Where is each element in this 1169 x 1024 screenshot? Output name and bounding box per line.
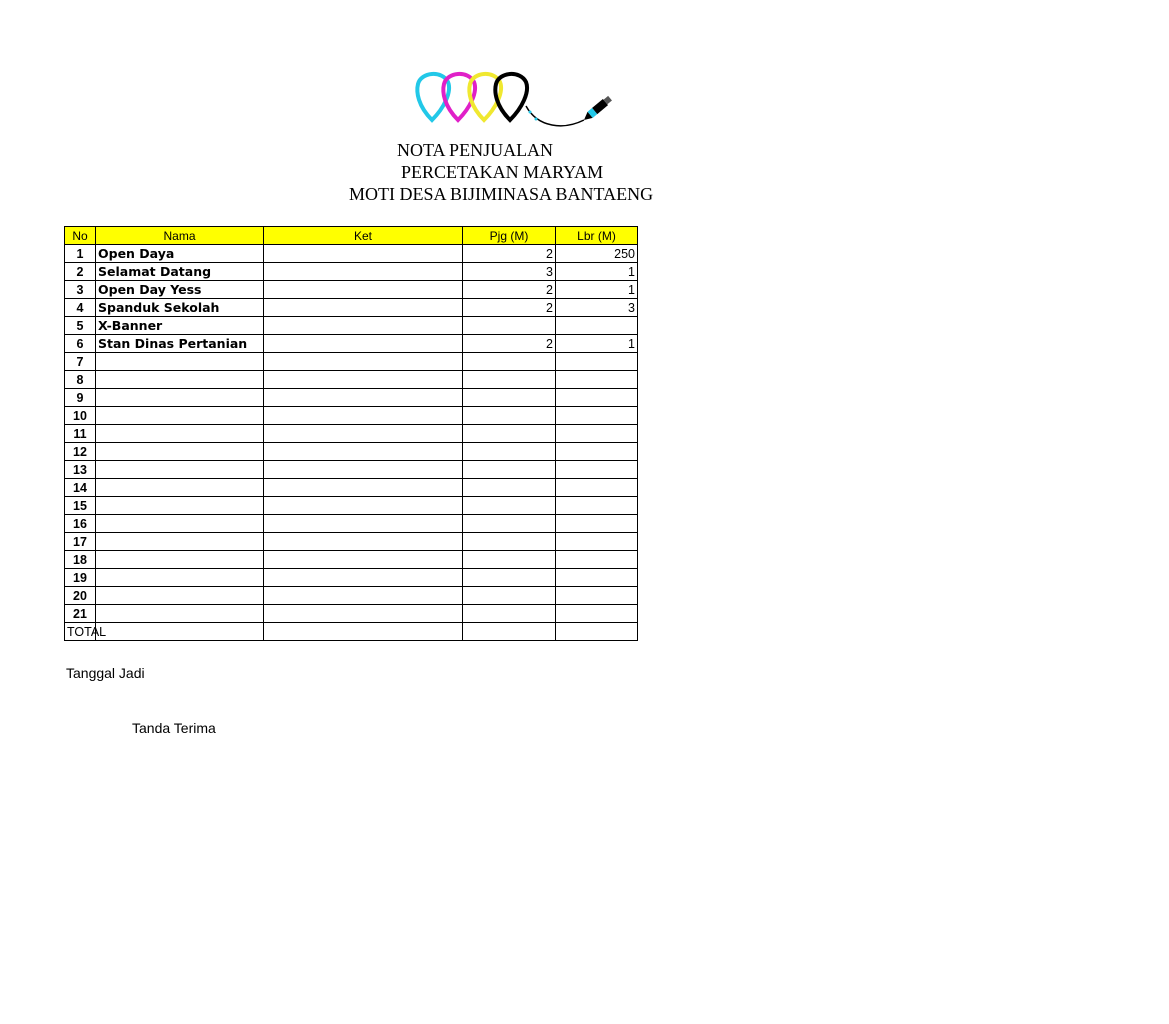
cell-pjg [463,461,556,479]
cell-lbr [556,605,638,623]
cell-no: 5 [65,317,96,335]
cell-lbr [556,407,638,425]
total-label: TOTAL [65,623,96,641]
cell-no: 3 [65,281,96,299]
cell-nama [96,479,264,497]
cell-nama [96,497,264,515]
cell-pjg [463,497,556,515]
cell-ket [264,515,463,533]
col-header-pjg: Pjg (M) [463,227,556,245]
title-line-2: PERCETAKAN MARYAM [401,162,604,182]
cell-ket [264,281,463,299]
table-row [65,299,638,317]
total-cell [264,623,463,641]
tanda-terima-label: Tanda Terima [132,720,216,736]
cell-nama [96,569,264,587]
cell-no: 2 [65,263,96,281]
cell-no: 19 [65,569,96,587]
cell-nama [96,515,264,533]
table-row [65,461,638,479]
col-header-ket: Ket [264,227,463,245]
table-row [65,587,638,605]
total-row [65,623,638,641]
cell-ket [264,317,463,335]
cell-no: 4 [65,299,96,317]
cell-pjg [463,407,556,425]
cell-pjg [463,569,556,587]
cell-pjg: 2 [463,335,556,353]
cell-pjg: 2 [463,245,556,263]
col-header-no: No [65,227,96,245]
cell-nama [96,425,264,443]
cell-ket [264,533,463,551]
cell-nama: Spanduk Sekolah [96,299,264,317]
cell-lbr [556,389,638,407]
cell-no: 17 [65,533,96,551]
cell-no: 13 [65,461,96,479]
cell-lbr [556,353,638,371]
table-row [65,389,638,407]
cell-lbr [556,317,638,335]
cell-nama [96,443,264,461]
cell-no: 18 [65,551,96,569]
cell-nama [96,407,264,425]
cell-pjg [463,371,556,389]
cell-ket [264,551,463,569]
cell-ket [264,371,463,389]
table-row [65,551,638,569]
cell-lbr [556,371,638,389]
cell-pjg [463,605,556,623]
cell-pjg: 2 [463,299,556,317]
cell-lbr: 1 [556,281,638,299]
cell-lbr [556,551,638,569]
cell-nama [96,551,264,569]
cell-pjg [463,587,556,605]
cell-no: 14 [65,479,96,497]
table-row [65,281,638,299]
cell-no: 7 [65,353,96,371]
cell-ket [264,461,463,479]
table-row [65,317,638,335]
table-row [65,263,638,281]
cell-lbr [556,443,638,461]
title-line-3-text: MOTI DESA BIJIMINASA BANTAENG [349,184,654,204]
cell-ket [264,605,463,623]
cell-lbr: 1 [556,335,638,353]
cell-no: 16 [65,515,96,533]
cell-no: 6 [65,335,96,353]
cell-no: 21 [65,605,96,623]
cell-pjg [463,479,556,497]
cell-no: 9 [65,389,96,407]
cell-no: 10 [65,407,96,425]
total-cell [556,623,638,641]
cell-lbr [556,515,638,533]
col-header-nama: Nama [96,227,264,245]
table-row [65,425,638,443]
cell-nama: X-Banner [96,317,264,335]
cell-lbr [556,533,638,551]
cell-nama [96,389,264,407]
cell-ket [264,245,463,263]
cell-lbr [556,587,638,605]
cell-nama [96,587,264,605]
cell-lbr: 1 [556,263,638,281]
table-row [65,515,638,533]
cell-pjg [463,533,556,551]
cell-ket [264,497,463,515]
table-row [65,569,638,587]
cell-no: 11 [65,425,96,443]
cell-pjg [463,353,556,371]
total-cell [96,623,264,641]
cell-ket [264,407,463,425]
cell-no: 1 [65,245,96,263]
cell-pjg: 2 [463,281,556,299]
cell-ket [264,569,463,587]
cell-ket [264,335,463,353]
cell-lbr [556,497,638,515]
table-row [65,443,638,461]
cell-nama [96,371,264,389]
table-row [65,335,638,353]
cell-nama: Stan Dinas Pertanian [96,335,264,353]
total-cell [463,623,556,641]
cell-ket [264,299,463,317]
cell-nama [96,533,264,551]
cell-pjg [463,515,556,533]
table-header-row [65,227,638,245]
cell-ket [264,479,463,497]
cell-lbr [556,461,638,479]
cell-ket [264,389,463,407]
table-row [65,533,638,551]
cell-no: 15 [65,497,96,515]
table-row [65,605,638,623]
cell-lbr [556,425,638,443]
cell-lbr [556,569,638,587]
cell-ket [264,353,463,371]
cell-nama: Open Day Yess [96,281,264,299]
table-row [65,371,638,389]
cell-nama [96,461,264,479]
cell-ket [264,587,463,605]
cell-no: 12 [65,443,96,461]
cell-ket [264,425,463,443]
cell-pjg [463,443,556,461]
cell-ket [264,263,463,281]
cell-pjg [463,551,556,569]
table-row [65,407,638,425]
table-row [65,479,638,497]
cell-nama: Selamat Datang [96,263,264,281]
cell-lbr: 250 [556,245,638,263]
cell-nama [96,605,264,623]
sales-table [64,226,638,641]
table-row [65,353,638,371]
title-line-1: NOTA PENJUALAN [397,140,554,160]
tanggal-jadi-label: Tanggal Jadi [66,665,145,681]
cell-no: 20 [65,587,96,605]
col-header-lbr: Lbr (M) [556,227,638,245]
cell-nama [96,353,264,371]
cell-pjg [463,425,556,443]
table-row [65,245,638,263]
cell-pjg: 3 [463,263,556,281]
table-row [65,497,638,515]
cell-nama: Open Daya [96,245,264,263]
cell-ket [264,443,463,461]
cell-pjg [463,389,556,407]
printing-logo-icon [408,62,618,142]
title-line-3 [349,184,1117,205]
cell-lbr: 3 [556,299,638,317]
cell-lbr [556,479,638,497]
cell-no: 8 [65,371,96,389]
cell-pjg [463,317,556,335]
